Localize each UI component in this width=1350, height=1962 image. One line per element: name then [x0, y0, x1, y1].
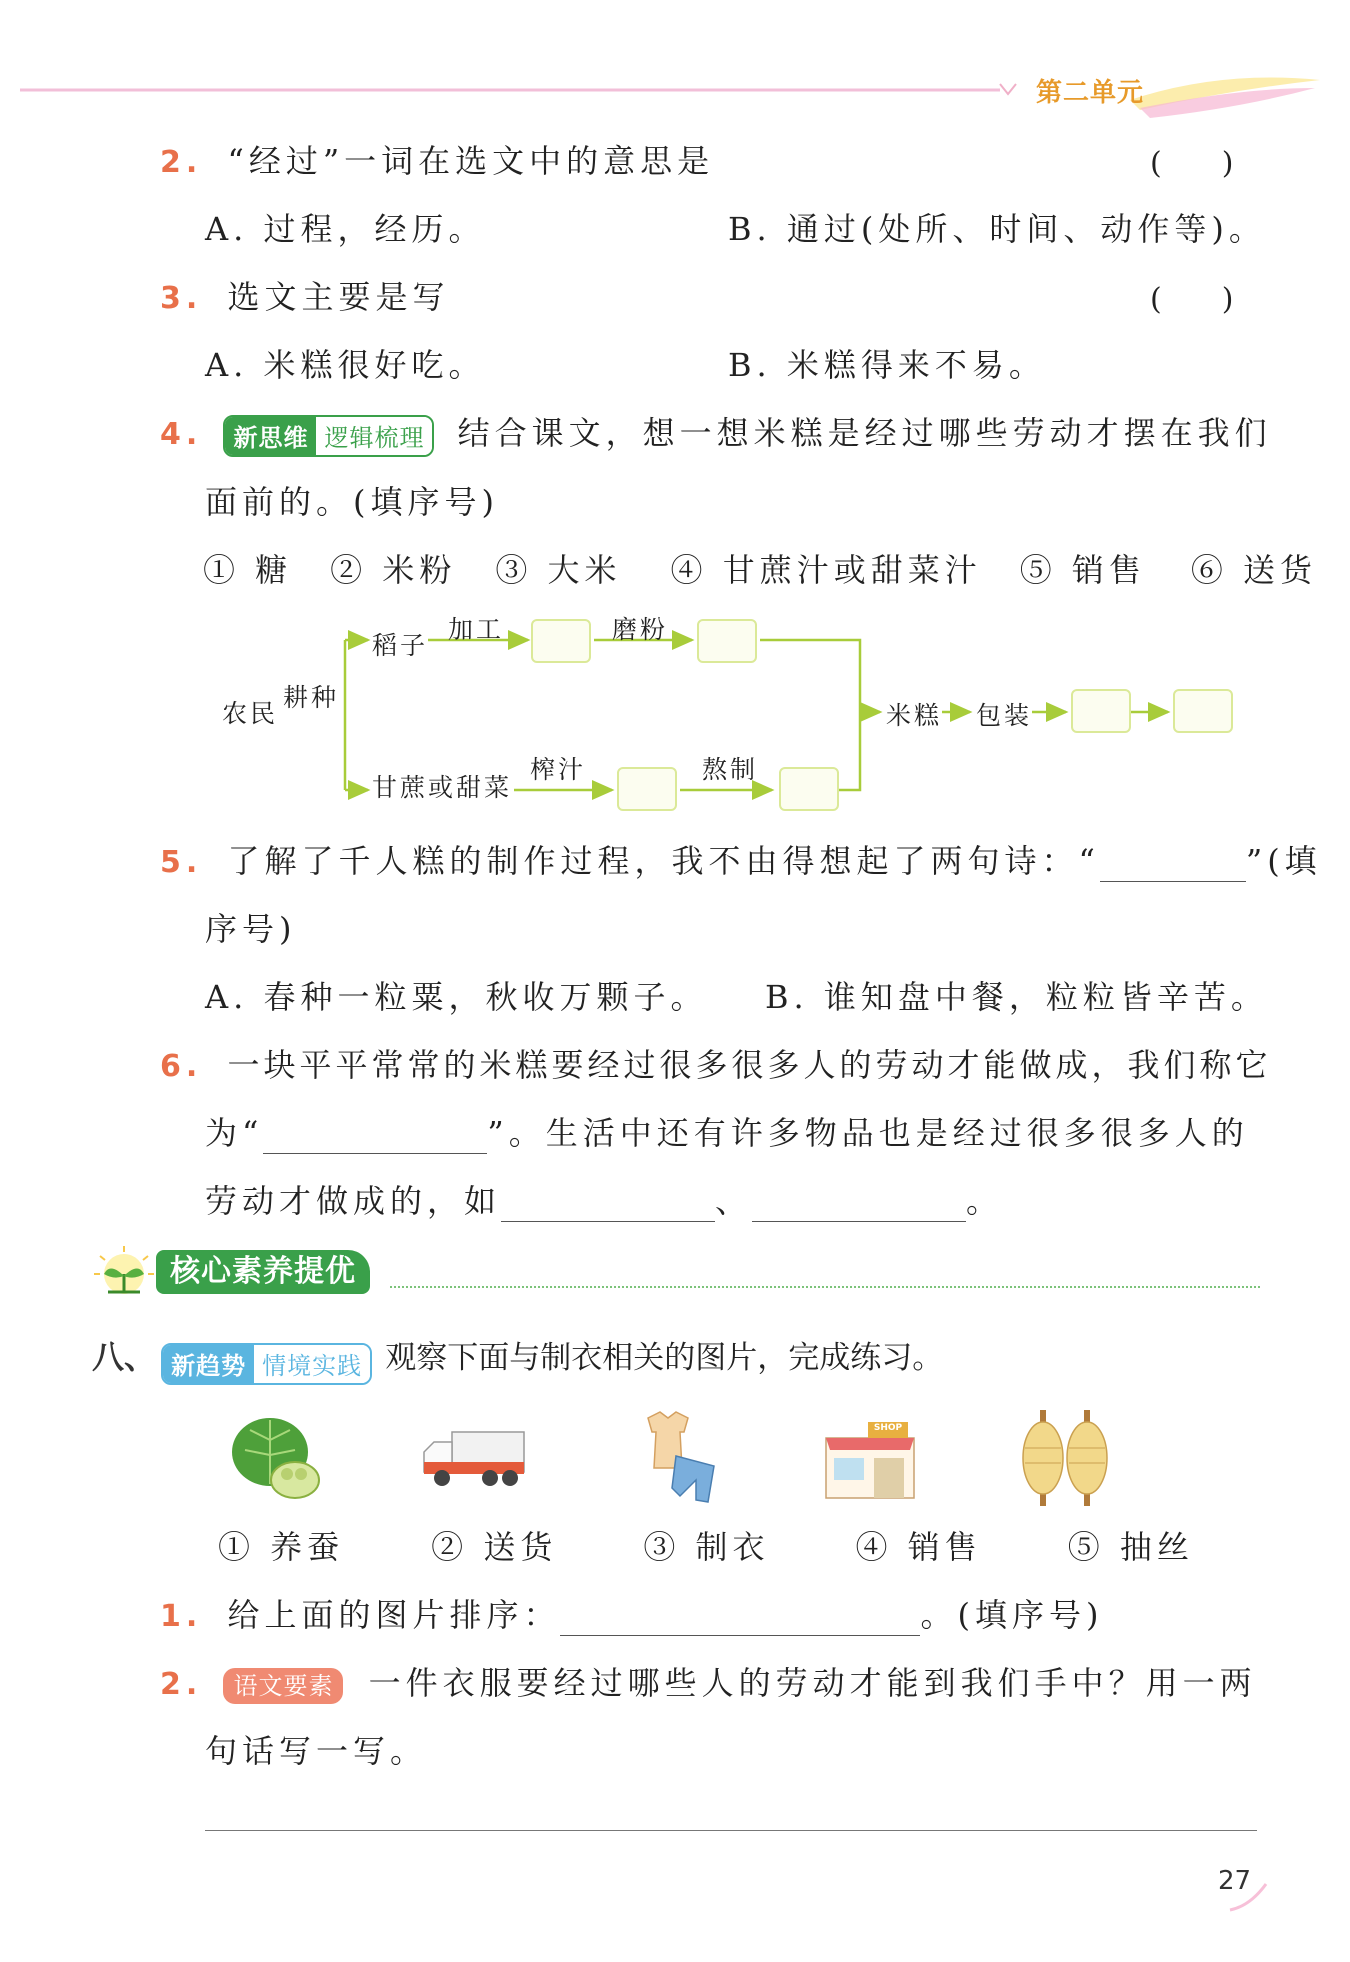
label-ricecake: 米糕 [886, 701, 943, 730]
tag-sub-label: 情境实践 [254, 1345, 370, 1383]
diagram-lines [0, 600, 1350, 820]
question-text-line2 [205, 1108, 1249, 1154]
picture-label: ⑤ 抽丝 [1067, 1528, 1194, 1566]
tag-sub-label: 逻辑梳理 [316, 417, 432, 455]
question-number: 3. [160, 281, 203, 316]
tag-new-trend [161, 1343, 372, 1385]
option-b: B. 米糕得来不易。 [728, 346, 1046, 384]
clothes-icon [630, 1408, 730, 1508]
process-diagram [0, 600, 1350, 820]
question-text: 了解了千人糕的制作过程，我不由得想起了两句诗：“ [227, 842, 1100, 880]
question-text: 选文主要是写 [227, 278, 450, 316]
answer-box [780, 768, 838, 810]
question-6 [160, 1040, 1271, 1086]
question-text-line2: 序号) [205, 910, 297, 948]
section-header [90, 1244, 1260, 1304]
option-item: ⑥ 送货 [1190, 551, 1318, 589]
question-4 [160, 408, 1272, 457]
question-text-line3 [205, 1176, 1003, 1222]
question-number: 6. [160, 1049, 203, 1084]
text-part: 。 [966, 1182, 1004, 1220]
question-3 [160, 272, 449, 318]
question-text: 一块平平常常的米糕要经过很多很多人的劳动才能做成，我们称它 [227, 1046, 1272, 1084]
picture-label: ④ 销售 [855, 1528, 982, 1566]
tag-chinese-element: 语文要素 [223, 1668, 343, 1704]
option-a: A. 过程，经历。 [205, 210, 486, 248]
question-number: 2. [160, 145, 203, 180]
answer-line[interactable] [205, 1830, 1257, 1831]
picture-truck [420, 1420, 530, 1500]
question-5 [160, 836, 1322, 882]
text-part: ”。生活中还有许多物品也是经过很多很多人的 [487, 1114, 1249, 1152]
question-text: ”(填 [1245, 842, 1322, 880]
shop-sign: SHOP [873, 1423, 903, 1433]
picture-shop [820, 1416, 920, 1506]
header-line-icon [0, 60, 1350, 120]
answer-box [618, 768, 676, 810]
answer-paren[interactable]: ( ) [1150, 146, 1234, 181]
label-plant: 耕种 [283, 683, 340, 712]
picture-labels [218, 1522, 1194, 1568]
question-text-line2: 句话写一写。 [205, 1732, 428, 1770]
picture-label: ③ 制衣 [643, 1528, 770, 1566]
option-a: A. 春种一粒粟，秋收万颗子。 [205, 978, 708, 1016]
answer-box [1072, 690, 1130, 732]
option-item: ② 米粉 [330, 551, 457, 589]
answer-blank[interactable] [263, 1123, 487, 1154]
picture-label: ① 养蚕 [218, 1528, 345, 1566]
label-boil: 熬制 [702, 755, 759, 784]
question-text: 结合课文，想一想米糕是经过哪些劳动才摆在我们 [457, 414, 1272, 452]
text-part: 劳动才做成的，如 [205, 1182, 502, 1220]
option-b: B. 谁知盘中餐，粒粒皆辛苦。 [765, 978, 1268, 1016]
answer-box [532, 620, 590, 662]
question-8-2 [160, 1658, 1257, 1704]
option-item: ① 糖 [203, 551, 293, 589]
section-title: 核心素养提优 [156, 1250, 370, 1294]
option-b: B. 通过(处所、时间、动作等)。 [728, 210, 1266, 248]
picture-silk-spools [1010, 1408, 1120, 1508]
text-part: 、 [715, 1182, 753, 1220]
page-number: 27 [1218, 1866, 1252, 1896]
picture-clothes [630, 1408, 730, 1508]
option-item: ⑤ 销售 [1019, 551, 1146, 589]
label-process: 加工 [448, 615, 505, 644]
question-text: 给上面的图片排序： [227, 1596, 561, 1634]
question-text-line2: 面前的。(填序号) [205, 483, 499, 521]
label-pack: 包装 [976, 701, 1033, 730]
text-part: 为“ [205, 1114, 264, 1152]
question-text: 一件衣服要经过哪些人的劳动才能到我们手中？用一两 [368, 1664, 1257, 1702]
footer-decoration [1210, 1876, 1270, 1916]
answer-blank[interactable] [752, 1191, 966, 1222]
question-8-1 [160, 1590, 1103, 1636]
answer-box [1174, 690, 1232, 732]
question-2 [160, 136, 714, 182]
picture-label: ② 送货 [431, 1528, 558, 1566]
option-item: ③ 大米 [495, 551, 622, 589]
question-number: 2. [160, 1667, 203, 1702]
header-decoration [0, 60, 1350, 120]
truck-icon [420, 1420, 530, 1500]
footer-swoosh-icon [1210, 1876, 1270, 1916]
label-press: 榨汁 [530, 755, 587, 784]
answer-blank[interactable] [501, 1191, 715, 1222]
question-text: 观察下面与制衣相关的图片，完成练习。 [385, 1340, 944, 1376]
label-farmer: 农民 [222, 699, 279, 728]
tag-main-label: 新思维 [225, 417, 316, 455]
option-item: ④ 甘蔗汁或甜菜汁 [670, 551, 982, 589]
picture-silkworm [225, 1410, 335, 1510]
silk-spool-icon [1010, 1408, 1120, 1508]
answer-paren[interactable]: ( ) [1150, 282, 1234, 317]
option-list [203, 545, 1317, 591]
answer-box [698, 620, 756, 662]
answer-blank[interactable] [1100, 851, 1246, 882]
question-number: 1. [160, 1599, 203, 1634]
label-cane: 甘蔗或甜菜 [372, 773, 513, 802]
label-rice-plant: 稻子 [372, 631, 429, 660]
question-number: 5. [160, 845, 203, 880]
answer-blank[interactable] [560, 1605, 920, 1636]
tag-new-thinking [223, 415, 434, 457]
section-divider [390, 1286, 1260, 1288]
tag-main-label: 新趋势 [163, 1345, 254, 1383]
label-grind: 磨粉 [612, 615, 669, 644]
question-prefix: 八、 [92, 1338, 157, 1376]
question-8 [92, 1332, 943, 1385]
option-a: A. 米糕很好吃。 [205, 346, 486, 384]
silkworm-icon [225, 1410, 335, 1510]
question-text: 。(填序号) [920, 1596, 1104, 1634]
unit-title: 第二单元 [1036, 78, 1145, 108]
question-number: 4. [160, 417, 203, 452]
question-text: “经过”一词在选文中的意思是 [227, 142, 715, 180]
